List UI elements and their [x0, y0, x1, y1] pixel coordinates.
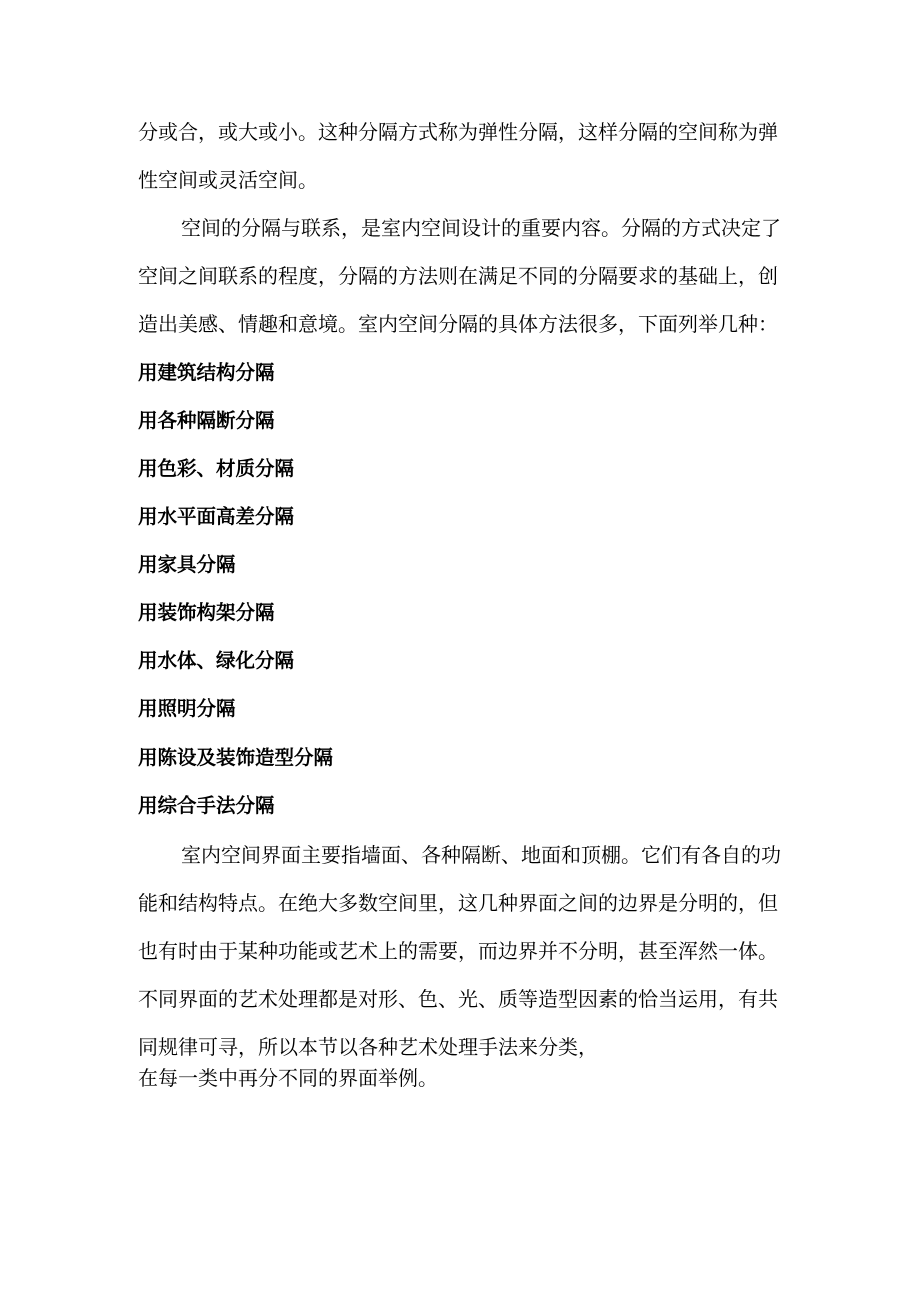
- method-heading: 用综合手法分隔: [138, 794, 275, 817]
- paragraph-3-line-2: 能和结构特点。在绝大多数空间里，这几种界面之间的边界是分明的，但: [138, 891, 778, 915]
- method-heading: 用家具分隔: [138, 553, 236, 576]
- method-heading: 用陈设及装饰造型分隔: [138, 746, 334, 769]
- paragraph-3-line-4: 不同界面的艺术处理都是对形、色、光、质等造型因素的恰当运用，有共: [138, 987, 778, 1011]
- paragraph-3-line-1: 室内空间界面主要指墙面、各种隔断、地面和顶棚。它们有各自的功: [181, 843, 781, 867]
- method-heading: 用色彩、材质分隔: [138, 457, 295, 480]
- paragraph-2-line-1: 空间的分隔与联系，是室内空间设计的重要内容。分隔的方式决定了: [181, 216, 781, 240]
- paragraph-2-line-3: 造出美感、情趣和意境。室内空间分隔的具体方法很多，下面列举几种：: [138, 312, 778, 336]
- paragraph-3-line-3: 也有时由于某种功能或艺术上的需要，而边界并不分明，甚至浑然一体。: [138, 939, 778, 963]
- paragraph-1-line-2: 性空间或灵活空间。: [138, 168, 318, 192]
- method-heading: 用水平面高差分隔: [138, 505, 295, 528]
- method-heading: 用照明分隔: [138, 697, 236, 720]
- method-heading: 用各种隔断分隔: [138, 409, 275, 432]
- paragraph-3-line-5: 同规律可寻，所以本节以各种艺术处理手法来分类，: [138, 1035, 598, 1059]
- method-heading: 用水体、绿化分隔: [138, 649, 295, 672]
- method-heading: 用装饰构架分隔: [138, 601, 275, 624]
- method-heading: 用建筑结构分隔: [138, 361, 275, 384]
- paragraph-3-line-6: 在每一类中再分不同的界面举例。: [138, 1066, 438, 1090]
- paragraph-1-line-1: 分或合，或大或小。这种分隔方式称为弹性分隔，这样分隔的空间称为弹: [138, 120, 778, 144]
- paragraph-2-line-2: 空间之间联系的程度，分隔的方法则在满足不同的分隔要求的基础上，创: [138, 264, 778, 288]
